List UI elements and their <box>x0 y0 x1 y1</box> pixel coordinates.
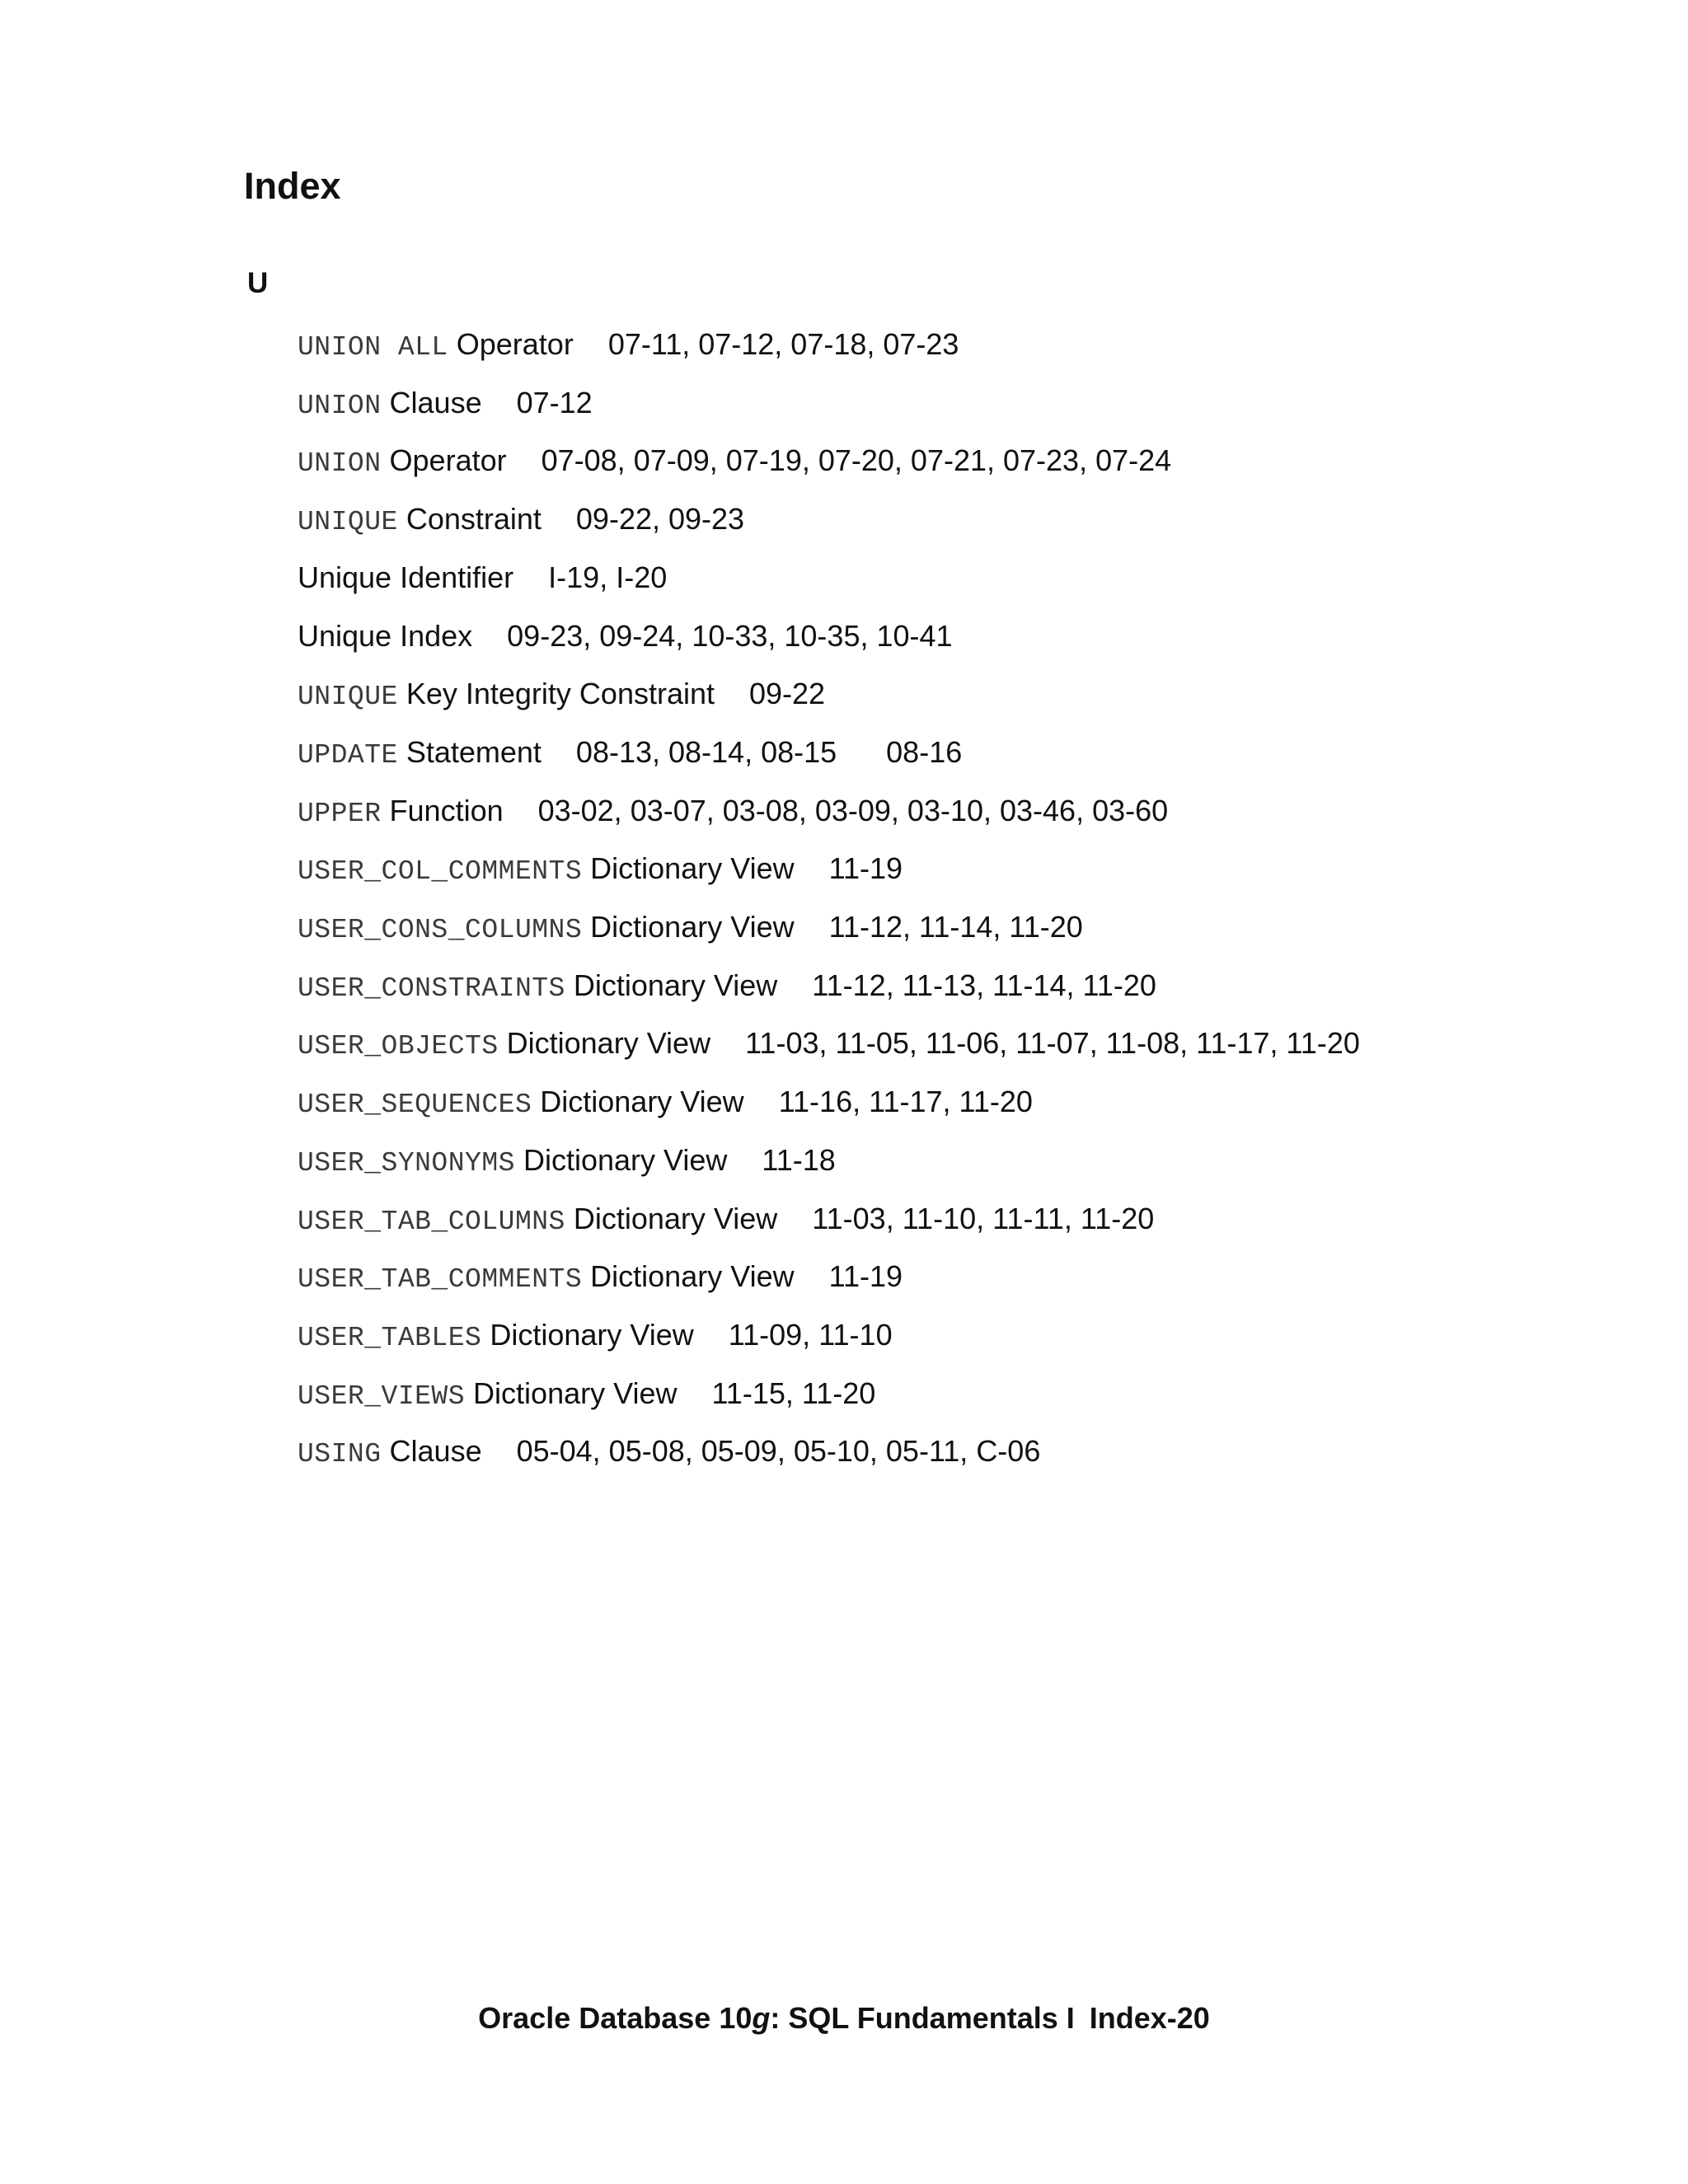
entry-label: Statement <box>397 734 542 769</box>
entry-code-term: USER_TAB_COMMENTS <box>298 1264 583 1296</box>
index-entry <box>298 667 1402 725</box>
entry-code-term: UNION <box>298 448 382 480</box>
index-entry <box>298 1016 1402 1075</box>
entry-label: Operator <box>448 327 574 361</box>
entry-label: Unique Index <box>298 618 473 653</box>
entry-page-refs: 07-12 <box>516 385 593 419</box>
index-entry <box>298 784 1402 842</box>
entry-label: Dictionary View <box>514 1142 728 1177</box>
entry-page-refs: 03-02, 03-07, 03-08, 03-09, 03-10, 03-46, 03-60 <box>537 793 1169 827</box>
index-entry <box>298 1308 1402 1366</box>
entry-label: Dictionary View <box>582 1259 795 1294</box>
footer-title-end: : SQL Fundamentals I <box>770 2001 1075 2035</box>
entry-label: Unique Identifier <box>298 560 514 594</box>
entry-code-term: USER_COL_COMMENTS <box>298 856 583 888</box>
entry-page-refs: 09-22, 09-23 <box>575 502 745 537</box>
index-entry <box>298 900 1402 958</box>
entry-page-refs: 11-19 <box>828 1259 903 1294</box>
index-entry <box>298 1249 1402 1308</box>
entry-code-term: UNIQUE <box>298 507 398 538</box>
entry-label: Dictionary View <box>582 910 795 944</box>
entry-label: Dictionary View <box>481 1317 694 1352</box>
entry-label: Function <box>381 793 504 827</box>
index-entry <box>298 1075 1402 1133</box>
entry-code-term: USER_SEQUENCES <box>298 1090 532 1121</box>
footer-title-italic: g <box>752 2001 771 2035</box>
entry-code-term: UNION ALL <box>298 332 448 363</box>
index-entry-list <box>298 317 1402 1483</box>
index-entry <box>298 1133 1402 1192</box>
index-entry <box>298 1366 1402 1425</box>
index-entry <box>298 609 1402 668</box>
entry-label: Dictionary View <box>465 1376 678 1410</box>
footer-title-start: Oracle Database 10 <box>478 2001 753 2035</box>
entry-code-term: USER_TABLES <box>298 1322 482 1353</box>
entry-page-refs: 09-23, 09-24, 10-33, 10-35, 10-41 <box>507 618 953 653</box>
entry-page-refs: 09-22 <box>749 677 826 711</box>
entry-label: Dictionary View <box>565 1201 778 1235</box>
index-entry <box>298 317 1402 376</box>
entry-code-term: USING <box>298 1439 382 1470</box>
entry-code-term: USER_SYNONYMS <box>298 1147 515 1179</box>
page-heading: Index <box>244 165 341 207</box>
entry-code-term: USER_CONSTRAINTS <box>298 972 565 1004</box>
entry-code-term: UNION <box>298 390 382 421</box>
section-letter: U <box>247 267 269 299</box>
entry-code-term: USER_CONS_COLUMNS <box>298 915 583 946</box>
index-entry <box>298 551 1402 609</box>
index-entry <box>298 434 1402 492</box>
footer-page-number: Index-20 <box>1089 2001 1210 2035</box>
entry-page-refs: 11-12, 11-13, 11-14, 11-20 <box>812 968 1156 1002</box>
index-entry <box>298 1424 1402 1483</box>
entry-page-refs: 07-08, 07-09, 07-19, 07-20, 07-21, 07-23, 07-24 <box>541 443 1172 478</box>
entry-page-refs: 07-11, 07-12, 07-18, 07-23 <box>607 327 959 361</box>
entry-page-refs: 11-03, 11-10, 11-11, 11-20 <box>812 1201 1155 1235</box>
entry-page-refs: 11-19 <box>828 851 903 886</box>
entry-code-term: USER_OBJECTS <box>298 1031 499 1062</box>
entry-label: Clause <box>381 1434 482 1469</box>
entry-page-refs: 08-13, 08-14, 08-15 08-16 <box>575 734 963 769</box>
index-entry <box>298 958 1402 1017</box>
entry-page-refs: 11-03, 11-05, 11-06, 11-07, 11-08, 11-17, 11-20 <box>745 1026 1360 1061</box>
index-entry <box>298 841 1402 900</box>
entry-page-refs: 11-12, 11-14, 11-20 <box>828 910 1083 944</box>
entry-label: Dictionary View <box>582 851 795 886</box>
entry-label: Operator <box>381 443 507 478</box>
entry-page-refs: 11-09, 11-10 <box>728 1317 893 1352</box>
entry-label: Dictionary View <box>498 1026 711 1061</box>
entry-label: Clause <box>381 385 482 419</box>
entry-page-refs: 11-15, 11-20 <box>711 1376 876 1410</box>
index-entry <box>298 376 1402 434</box>
entry-label: Constraint <box>397 502 542 537</box>
entry-code-term: UPDATE <box>298 739 398 771</box>
entry-label: Dictionary View <box>532 1085 744 1119</box>
entry-code-term: UPPER <box>298 798 382 829</box>
entry-page-refs: 11-18 <box>762 1142 836 1177</box>
entry-page-refs: 05-04, 05-08, 05-09, 05-10, 05-11, C-06 <box>516 1434 1041 1469</box>
index-entry <box>298 1192 1402 1250</box>
entry-code-term: USER_VIEWS <box>298 1380 466 1412</box>
entry-page-refs: 11-16, 11-17, 11-20 <box>778 1085 1033 1119</box>
entry-page-refs: I-19, I-20 <box>548 560 668 594</box>
index-entry <box>298 725 1402 784</box>
index-entry <box>298 492 1402 551</box>
entry-code-term: USER_TAB_COLUMNS <box>298 1206 565 1237</box>
entry-code-term: UNIQUE <box>298 682 398 713</box>
entry-label: Dictionary View <box>565 968 778 1002</box>
entry-label: Key Integrity Constraint <box>397 677 715 711</box>
page-footer <box>0 1999 1688 2038</box>
